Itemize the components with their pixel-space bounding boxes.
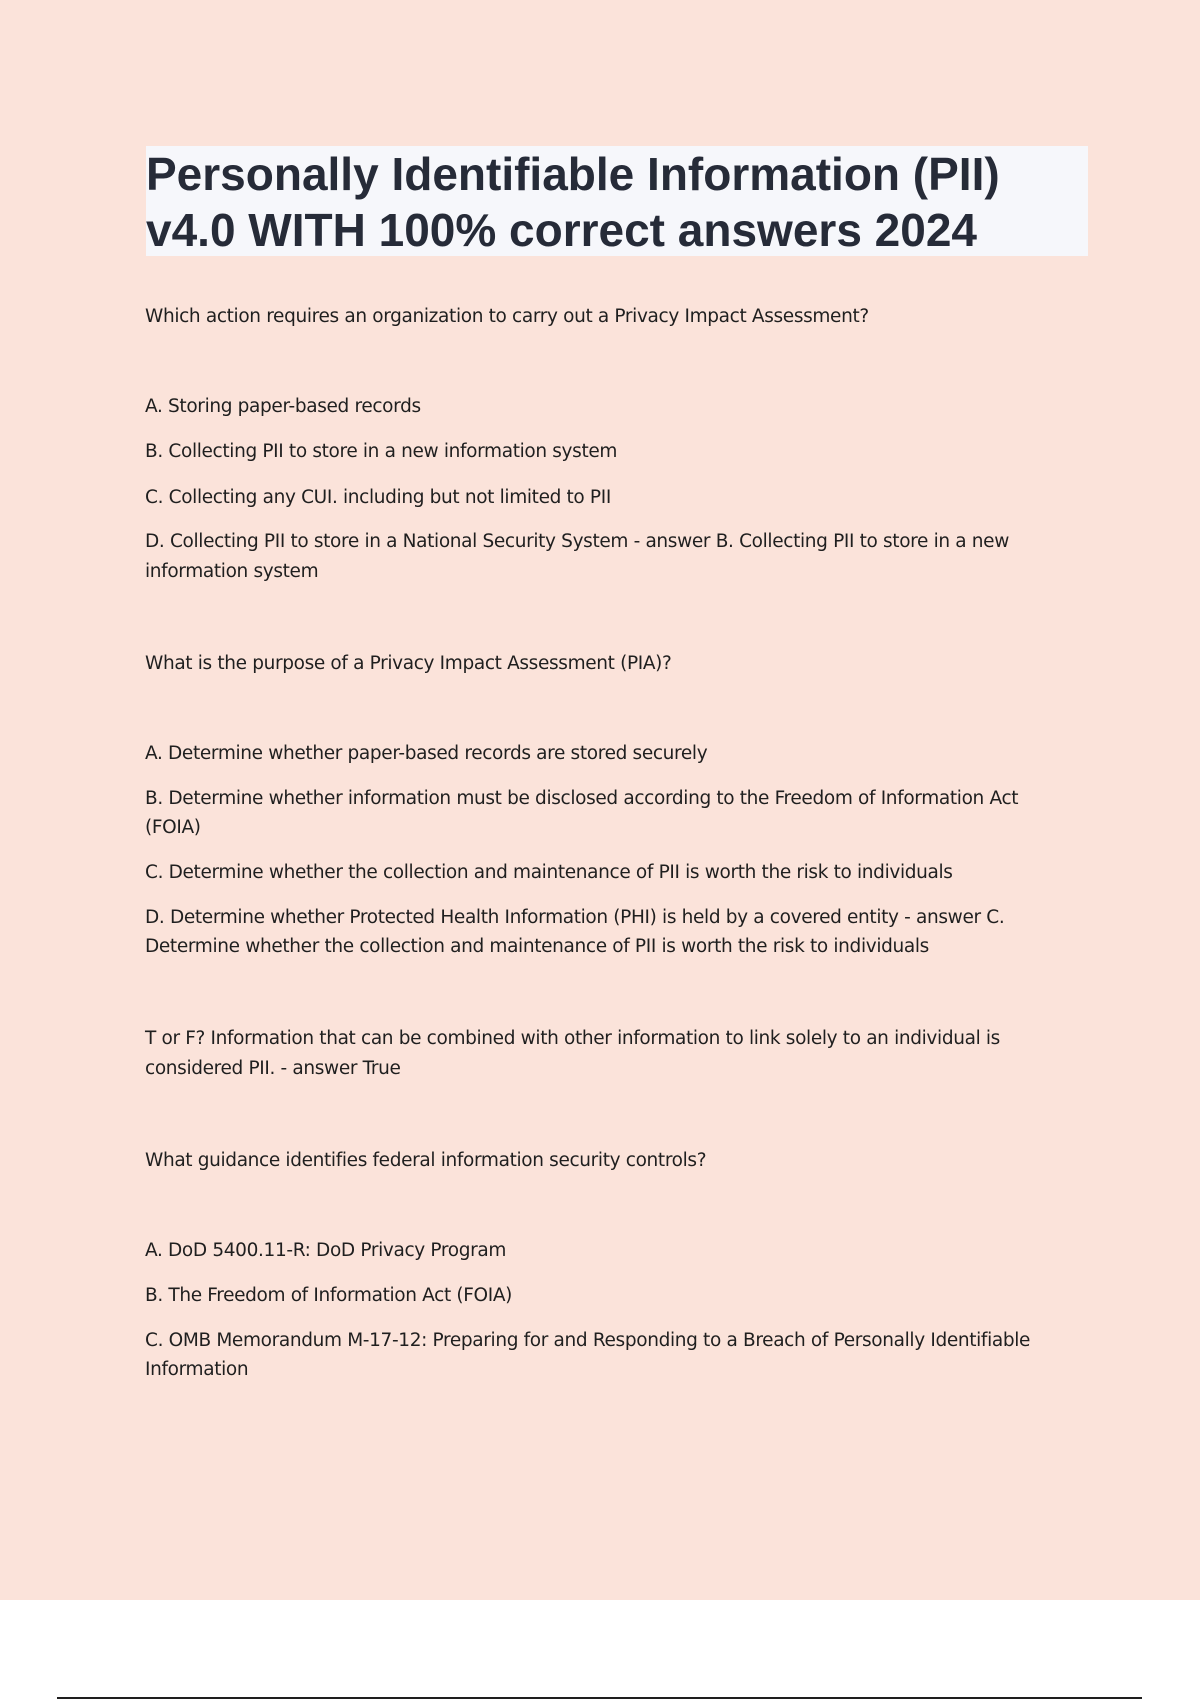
q1-option-b: B. Collecting PII to store in a new information system (145, 441, 618, 462)
q1-option-d-line-1: D. Collecting PII to store in a National Security System - answer B. Collecting PII to store in a new (145, 531, 1009, 552)
q4-option-b: B. The Freedom of Information Act (FOIA) (145, 1285, 513, 1306)
q1-option-d-line-2: information system (145, 561, 319, 582)
page-divider (57, 1697, 1142, 1699)
q2-option-a: A. Determine whether paper-based records are stored securely (145, 743, 708, 764)
q1-option-a: A. Storing paper-based records (145, 396, 421, 417)
q4-question: What guidance identifies federal information security controls? (145, 1150, 707, 1171)
q3-line-1: T or F? Information that can be combined with other information to link solely to an individual is (145, 1028, 1000, 1049)
q2-question: What is the purpose of a Privacy Impact Assessment (PIA)? (145, 653, 672, 674)
q4-option-c-line-2: Information (145, 1359, 249, 1380)
q2-option-b-line-1: B. Determine whether information must be disclosed according to the Freedom of Information Act (145, 788, 1019, 809)
q2-option-d-line-2: Determine whether the collection and maintenance of PII is worth the risk to individuals (145, 936, 929, 957)
q1-question: Which action requires an organization to carry out a Privacy Impact Assessment? (145, 306, 869, 327)
title-line-2: v4.0 WITH 100% correct answers 2024 (146, 204, 978, 256)
q4-option-c-line-1: C. OMB Memorandum M-17-12: Preparing for and Responding to a Breach of Personally Identifiable (145, 1330, 1031, 1351)
title-line-1: Personally Identifiable Information (PII) (146, 148, 1000, 200)
q1-option-c: C. Collecting any CUI. including but not limited to PII (145, 487, 611, 508)
q3-line-2: considered PII. - answer True (145, 1058, 401, 1079)
q2-option-b-line-2: (FOIA) (145, 817, 201, 838)
q4-option-a: A. DoD 5400.11-R: DoD Privacy Program (145, 1240, 507, 1261)
document-title (146, 146, 1088, 258)
q2-option-d-line-1: D. Determine whether Protected Health Information (PHI) is held by a covered entity - answer C. (145, 907, 1005, 928)
q2-option-c: C. Determine whether the collection and maintenance of PII is worth the risk to individuals (145, 862, 953, 883)
